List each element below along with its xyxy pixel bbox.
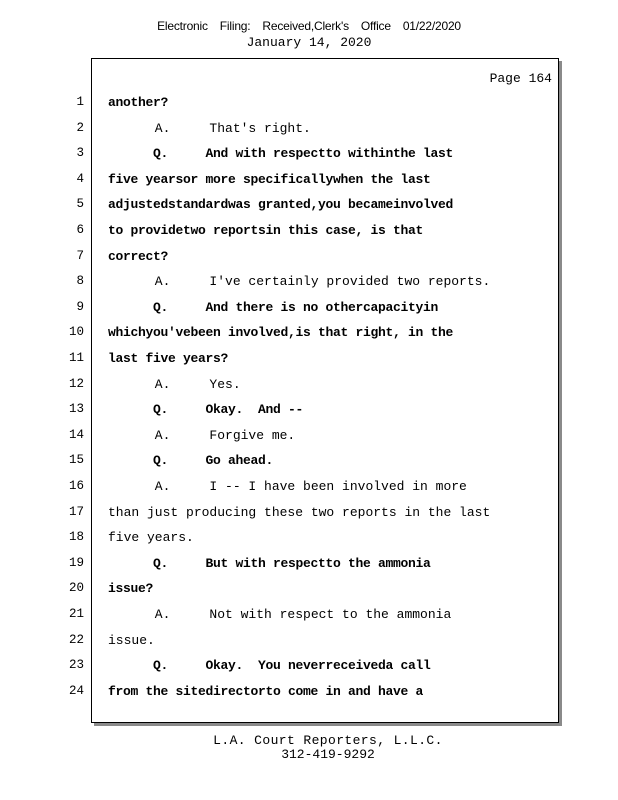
line-text: last five years? bbox=[108, 351, 229, 366]
reporter-phone: 312-419-9292 bbox=[281, 747, 375, 762]
line-text: A. Not with respect to the ammonia bbox=[108, 607, 452, 622]
line-text: than just producing these two reports in the last bbox=[108, 504, 491, 520]
line-text: A. Yes. bbox=[108, 376, 241, 392]
transcript-line bbox=[0, 372, 618, 397]
line-text: A. That's right. bbox=[108, 120, 311, 136]
line-text: A. I -- I have been involved in more bbox=[108, 479, 467, 494]
line-text: issue. bbox=[108, 632, 155, 648]
transcript-line bbox=[0, 653, 618, 678]
filing-stamp-part: Received,Clerk's bbox=[262, 19, 349, 33]
line-number: 18 bbox=[68, 530, 84, 545]
line-number: 14 bbox=[68, 427, 84, 442]
line-text: correct? bbox=[108, 248, 169, 264]
transcript-line bbox=[0, 244, 618, 269]
line-number: 2 bbox=[76, 120, 84, 135]
line-number: 7 bbox=[76, 248, 84, 263]
line-number: 8 bbox=[76, 274, 84, 289]
line-text: adjustedstandardwas granted,you becameinvolved bbox=[108, 197, 454, 213]
line-number: 6 bbox=[76, 223, 84, 237]
line-number: 15 bbox=[68, 453, 84, 468]
transcript-line bbox=[0, 320, 618, 345]
line-number: 4 bbox=[76, 171, 84, 186]
transcript-line bbox=[0, 551, 618, 576]
transcript-line bbox=[0, 141, 618, 166]
transcript-line bbox=[0, 90, 618, 115]
filing-stamp-part: Electronic bbox=[157, 19, 208, 33]
line-number: 23 bbox=[68, 658, 84, 673]
line-text: another? bbox=[108, 95, 169, 110]
transcript-line bbox=[0, 628, 618, 653]
line-text: five years. bbox=[108, 530, 194, 546]
transcript-line bbox=[0, 218, 618, 243]
transcript-line bbox=[0, 525, 618, 550]
transcript-line bbox=[0, 679, 618, 704]
line-number: 9 bbox=[76, 299, 84, 314]
transcript-line bbox=[0, 167, 618, 192]
transcript-line bbox=[0, 116, 618, 141]
line-text: Q. Okay. And -- bbox=[108, 402, 304, 418]
line-text: five yearsor more specificallywhen the last bbox=[108, 171, 431, 187]
line-number: 17 bbox=[68, 504, 84, 519]
line-text: Q. And with respectto withinthe last bbox=[108, 146, 454, 162]
line-number: 1 bbox=[76, 95, 84, 109]
line-number: 20 bbox=[68, 581, 84, 596]
filing-stamp-part: Filing: bbox=[219, 19, 251, 33]
transcript-line bbox=[0, 346, 618, 371]
line-number: 10 bbox=[68, 325, 84, 340]
line-number: 16 bbox=[68, 479, 84, 493]
line-text: Q. And there is no othercapacityin bbox=[108, 299, 439, 315]
line-text: whichyou'vebeen involved,is that right, in the bbox=[108, 325, 454, 341]
page-number: Page 164 bbox=[489, 71, 552, 86]
line-text: A. I've certainly provided two reports. bbox=[108, 274, 491, 290]
transcript-line bbox=[0, 295, 618, 320]
transcript-line bbox=[0, 602, 618, 627]
line-number: 12 bbox=[68, 376, 84, 391]
line-text: issue? bbox=[108, 581, 154, 597]
transcript-line bbox=[0, 192, 618, 217]
transcript-line bbox=[0, 474, 618, 499]
line-number: 11 bbox=[68, 351, 84, 365]
transcript-line bbox=[0, 500, 618, 525]
reporter-company: L.A. Court Reporters, L.L.C. bbox=[213, 733, 443, 748]
line-text: Q. Go ahead. bbox=[108, 453, 274, 469]
line-number: 21 bbox=[68, 607, 84, 621]
line-number: 22 bbox=[68, 632, 84, 647]
line-number: 19 bbox=[68, 555, 84, 570]
transcript-line bbox=[0, 397, 618, 422]
transcript-line bbox=[0, 269, 618, 294]
line-text: Q. Okay. You neverreceiveda call bbox=[108, 658, 431, 674]
transcript-line bbox=[0, 576, 618, 601]
line-text: A. Forgive me. bbox=[108, 427, 296, 443]
line-number: 3 bbox=[76, 146, 84, 161]
line-text: Q. But with respectto the ammonia bbox=[108, 555, 431, 571]
filing-stamp-part: 01/22/2020 bbox=[402, 19, 461, 33]
line-text: from the sitedirectorto come in and have a bbox=[108, 683, 424, 699]
line-text: to providetwo reportsin this case, is that bbox=[108, 223, 424, 238]
transcript-line bbox=[0, 448, 618, 473]
line-number: 5 bbox=[76, 197, 84, 212]
line-number: 24 bbox=[68, 683, 84, 698]
line-number: 13 bbox=[68, 402, 84, 417]
transcript-line bbox=[0, 423, 618, 448]
filing-stamp-part: Office bbox=[360, 19, 391, 33]
transcript-date: January 14, 2020 bbox=[246, 35, 372, 50]
